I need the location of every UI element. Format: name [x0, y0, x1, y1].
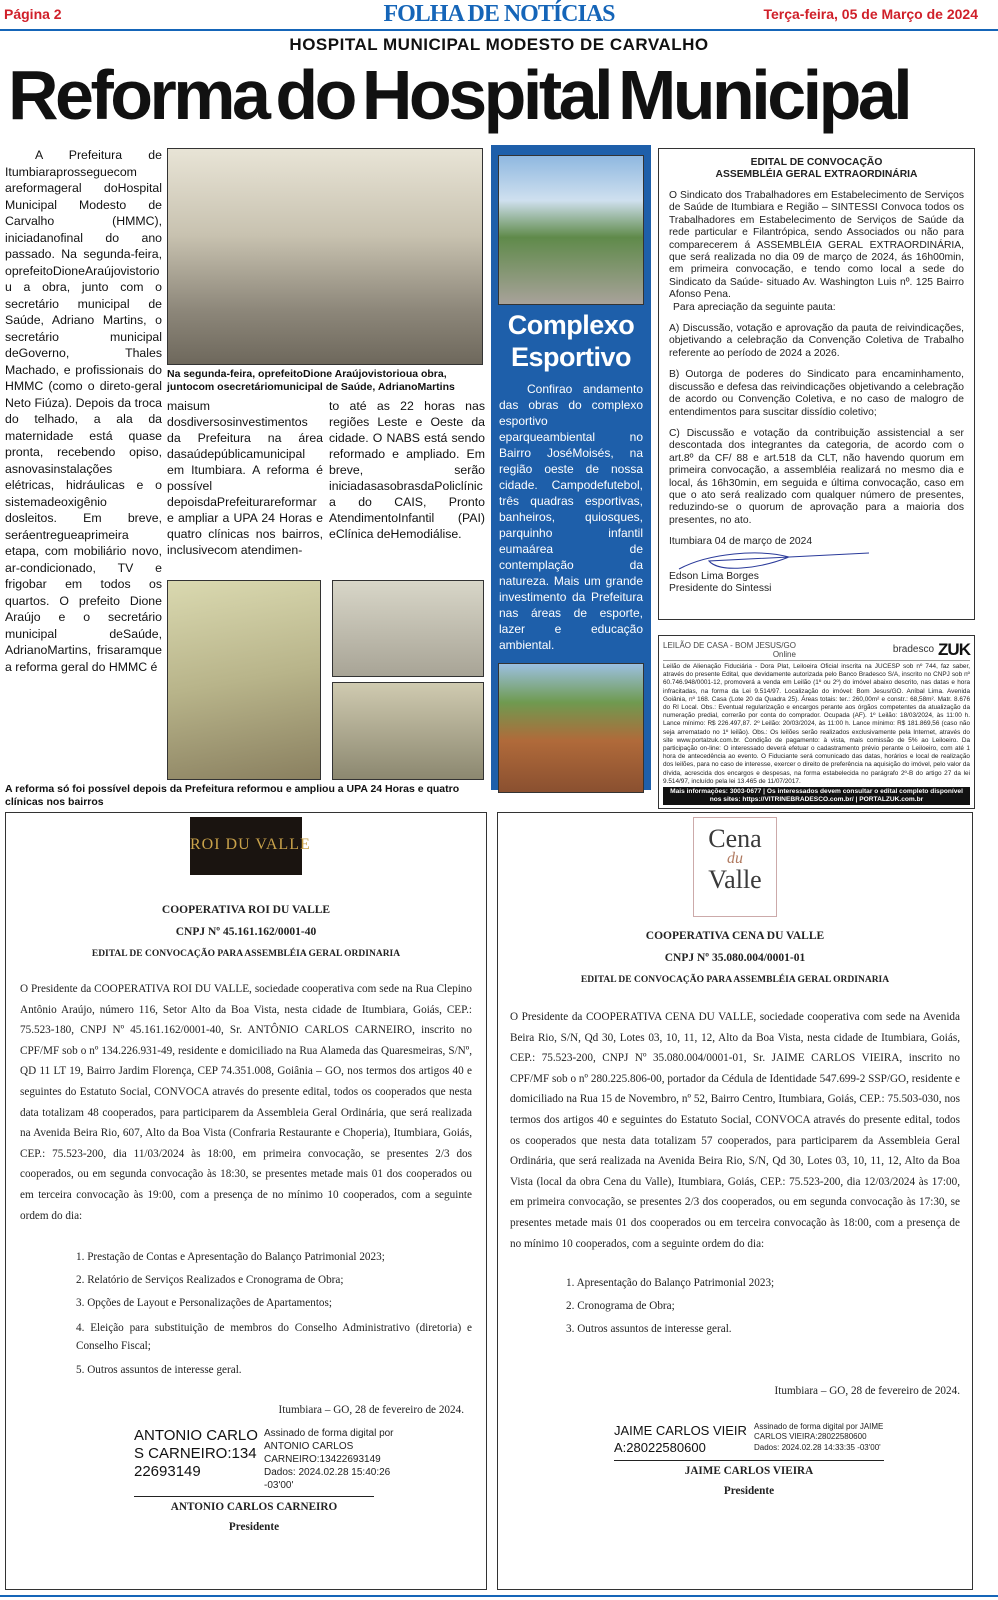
cena-logo: [693, 817, 777, 917]
edital-cena-du-valle: [497, 812, 973, 1590]
newspaper-masthead: FOLHA DE NOTÍCIAS: [383, 1, 615, 27]
edital-pauta: Para apreciação da seguinte pauta:: [673, 301, 836, 313]
agenda-item: 2. Relatório de Serviços Realizados e Cronograma de Obra;: [76, 1274, 344, 1287]
cena-signer: JAIME CARLOS VIEIRA: [684, 1464, 814, 1477]
edital-subtitle: ASSEMBLÉIA GERAL EXTRAORDINÁRIA: [715, 169, 918, 180]
leilao-mode: Online: [772, 649, 796, 659]
sports-title: Complexo Esportivo: [507, 310, 635, 372]
cena-place-date: Itumbiara – GO, 28 de fevereiro de 2024.: [774, 1385, 960, 1398]
signature-image: [669, 549, 869, 571]
roi-place-date: Itumbiara – GO, 28 de fevereiro de 2024.: [278, 1404, 464, 1417]
bradesco-logo: bradesco: [892, 644, 935, 655]
agenda-item: 3. Outros assuntos de interesse geral.: [566, 1323, 732, 1336]
roi-logo: ROI DU VALLE: [190, 817, 302, 875]
agenda-item: 2. Cronograma de Obra;: [566, 1300, 675, 1313]
photo-ceiling-pipes: [332, 580, 484, 677]
leilao-logos: [893, 640, 970, 660]
sports-text: Confirao andamento das obras do complexo esportivo eparqueambiental no Bairro JoséMoisés, na região oeste de nossa cidade. Campodefutebol, três quadras esportivas, banheiros, quiosques, parquinho infantil eumaárea de contemplação da natureza. Mais um grande investimento da Prefeitura nas áreas de esporte, lazer e educação ambiental.: [499, 382, 643, 652]
footer-divider: [0, 1595, 998, 1597]
edital-roi-du-valle: [5, 812, 487, 1590]
zuk-logo: ZUK: [938, 639, 970, 659]
edital-intro: O Sindicato dos Trabalhadores em Estabelecimento de Serviços de Saúde de Itumbiara e Região – SINTESSI Convoca todos os Trabalhadores em Estabelecimento de Serviços de Saúde da rede particular e Filantrópica, sendo Associados ou não para comparecerem á ASSEMBLÉIA GERAL EXTRAORDINÁRIA, que será realizada no dia 09 de março de 2024, ás 16h00min, em primeira convocação, e tendo como local a sede do Sindicato da Saúde- situado Av. Washington Luis nº. 125 Bairro Afonso Pena.: [669, 190, 964, 301]
roi-signature-details: Assinado de forma digital por ANTONIO CARLOS CARNEIRO:13422693149 Dados: 2024.02.28 15:40:26 -03'00': [264, 1427, 394, 1491]
article-column-1: A Prefeitura de Itumbiaraprosseguecom areformageral doHospital Municipal Modesto de Carvalho (HMMC), iniciadanofinal do ano passado. Na segunda-feira, oprefeitoDioneAraújovistoriou a obra, junto com o secretário municipal de Saúde, Adriano Martins, o secretário municipal deGoverno, Thales Machado, e profissionais do HMMC (como o direto-geral Neto Fiúza). Depois da troca do telhado, a ala da maternidade está quase pronta, recebendo opiso, asnovasinstalações elétricas, hidráulicas e o sistemadeoxigênio dosleitos. Em breve, seráentregueaprimeira etapa, com mobiliário novo, ar-condicionado, TV e frigobar em todos os quartos. O prefeito Dione Araújo e o secretário municipal deSaúde, AdrianoMartins, frisaramque a reforma geral do HMMC é: [5, 148, 162, 674]
issue-date: Terça-feira, 05 de Março de 2024: [763, 6, 978, 22]
roi-signature-name: ANTONIO CARLOS CARNEIRO:13422693149: [134, 1426, 258, 1480]
edital-signer: Edson Lima Borges: [669, 570, 759, 582]
edital-place-date: Itumbiara 04 de março de 2024: [669, 536, 813, 548]
roi-cnpj: CNPJ Nº 45.161.162/0001-40: [175, 926, 317, 938]
cena-logo-word-3: Valle: [708, 865, 762, 894]
agenda-item: 1. Prestação de Contas e Apresentação do Balanço Patrimonial 2023;: [76, 1251, 385, 1264]
leilao-body: Leilão de Alienação Fiduciária - Dora Plat, Leiloeira Oficial inscrita na JUCESP sob nº 744, faz saber, através do presente Edital, que devidamente autorizada pelo Banco Bradesco S/A, inscrito no CNPJ sob nº 60.746.948/0001-12, promoverá a venda em Leilão (1º ou 2º) do imóvel abaixo descrito, nas datas e hora infracitadas, na forma da Lei 9.514/97. Localização do imóvel: Bom Jesus/GO. Aníbal Lima. Avenida Goiânia, nº 168. Casa (Lote 20 da Quadra 25). Áreas totais: ter.: 260,00m² e constr.: 68,58m². Matr. 8.676 do RI Local. Obs.: Eventual regularização e encargos perante aos órgãos competentes da atualização da numeração predial, correrão por conta do comprador. Ocupada (AF). 1º Leilão: 18/03/2024, às 11:00 h. Lance mínimo: R$ 226.497,87. 2º Leilão: 20/03/2024, às 11:00 h. Lance mínimo: R$ 181.869,56 (caso não seja arrematado no 1º leilão). Obs.: Os leilões serão realizados exclusivamente pela Internet, através do site www.portalzuk.com.br. Condição de pagamento: à vista, mais comissão de 5% ao Leiloeiro. Da participação on-line: O interessado deverá efetuar o cadastramento prévio perante o Leiloeiro, com até 1 hora de antecedência ao evento. O Fiduciante será comunicado das datas, horários e local de realização dos leilões, para no caso de interesse, exercer o direito de preferência na aquisição do imóvel, pelo valor da dívida, acrescida dos encargos e despesas, na forma estabelecida no parágrafo 2º-B do artigo 27 da lei 9.514/97, incluído pela lei 13.465 de 11/07/2017.: [663, 663, 970, 785]
agenda-item: 3. Opções de Layout e Personalizações de Apartamentos;: [76, 1297, 332, 1310]
cena-logo-word-1: Cena: [708, 824, 762, 853]
photo-renovation-room: [167, 580, 321, 780]
photo-maternity-ward: [167, 148, 483, 365]
article-kicker: HOSPITAL MUNICIPAL MODESTO DE CARVALHO: [289, 35, 709, 54]
leilao-title-block: [663, 641, 796, 659]
roi-signature-block: [134, 1400, 464, 1538]
header-divider: [0, 29, 998, 31]
roi-name: COOPERATIVA ROI DU VALLE: [161, 904, 331, 916]
edital-item-b: B) Outorga de poderes do Sindicato para encaminhamento, discussão e defesa das reivindicações objetivando a celebração de acordo ou Convenção Coletiva, e no caso de malogro de entendimentos para suscitar dissídio coletivo;: [669, 369, 964, 418]
cena-subtitle: EDITAL DE CONVOCAÇÃO PARA ASSEMBLÉIA GERAL ORDINARIA: [580, 975, 890, 985]
roi-digital-signature: [134, 1427, 464, 1492]
article-headline: Reforma do Hospital Municipal: [8, 56, 910, 134]
photo-corridor: [332, 682, 484, 780]
roi-signer: ANTONIO CARLOS CARNEIRO: [170, 1500, 338, 1513]
cena-name: COOPERATIVA CENA DU VALLE: [645, 930, 825, 942]
roi-subtitle: EDITAL DE CONVOCAÇÃO PARA ASSEMBLÉIA GERAL ORDINARIA: [91, 949, 401, 959]
agenda-item: 1. Apresentação do Balanço Patrimonial 2023;: [566, 1277, 775, 1290]
photo-caption-1: Na segunda-feira, oprefeitoDione Araújovistorioua obra, juntocom osecretáriomunicipal de Saúde, AdrianoMartins: [167, 368, 455, 393]
agenda-item: 5. Outros assuntos de interesse geral.: [76, 1364, 242, 1377]
edital-item-c: C) Discussão e votação da contribuição assistencial a ser descontada dos integrantes da categoria, de acordo com o art.8º da CF/ 88 e art.518 da CLT, não havendo quorum em primeira convocação, a assembléia realizará no mesmo dia e local, ás 16h30min, em seguida e última convocação, caso em que o ato será realizado com qualquer número de presentes, reduzindo-se o quorum de aprovação para a maioria dos presentes, no ato.: [669, 427, 964, 526]
cena-signature-details: Assinado de forma digital por JAIME CARLOS VIEIRA:28022580600 Dados: 2024.02.28 14:33:35 -03'00': [754, 1421, 884, 1452]
edital-item-a: A) Discussão, votação e aprovação da pauta de reivindicações, objetivando a celebração da Convenção Coletiva de Trabalho referente ao período de 2024 a 2026.: [669, 323, 964, 359]
cena-cnpj: CNPJ Nº 35.080.004/0001-01: [664, 952, 806, 964]
cena-role: Presidente: [723, 1485, 775, 1498]
roi-agenda: [76, 1246, 472, 1382]
photo-excavator: [498, 663, 644, 793]
roi-body: O Presidente da COOPERATIVA ROI DU VALLE, sociedade cooperativa com sede na Rua Clepino Antônio Araújo, número 116, Setor Alto da Boa Vista, nesta cidade de Itumbiara, Goiás, CEP.: 75.523-180, CNPJ Nº 45.161.162/0001-40, Sr. ANTÔNIO CARLOS CARNEIRO, inscrito no CPF/MF sob o nº 134.226.931-49, residente e domiciliado na Rua Alameda das Quaresmeiras, S/Nº, QD 11 LT 19, Bairro Jardim Florença, CEP 74.351.008, Goiânia – GO, nos termos dos artigos 40 e seguintes do Estatuto Social, CONVOCA através do presente edital, todos os cooperados que nesta data totalizam 48 cooperados, para participarem da Assembleia Geral Ordinária, que será realizada na Avenida Beira Rio, 607, Alto da Boa Vista (Confraria Restaurante e Choperia), Itumbiara, Goiás, CEP.: 75.523-200, dia 11/03/2024 às 18:00, em primeira convocação, se presentes 2/3 dos cooperados, ou em segunda convocação às 18:30, se presentes metade mais 01 dos cooperados ou em terceira convocação às 19:00, com a presença de no mínimo 10 cooperados, com a seguinte ordem do dia:: [20, 983, 472, 1222]
cena-digital-signature: [614, 1422, 960, 1456]
cena-signature-block: [614, 1381, 960, 1502]
cena-agenda: [566, 1272, 960, 1341]
leilao-footer: Mais informações: 3003-0677 | Os interessados devem consultar o edital completo disponível nos sites: https://VITRINEBRADESCO.com.br/ | PORTALZUK.com.br: [663, 787, 970, 805]
photo-sports-complex: [498, 155, 644, 305]
cena-body: O Presidente da COOPERATIVA CENA DU VALLE, sociedade cooperativa com sede na Avenida Beira Rio, S/N, Qd 30, Lotes 03, 10, 11, 12, Alto da Boa Vista, nesta cidade de Itumbiara, Goiás, CEP.: 75.523-200, CNPJ Nº 35.080.004/0001-01, Sr. JAIME CARLOS VIEIRA, inscrito no CPF/MF sob o nº 280.225.806-00, portador da Cédula de Identidade 547.699-2 SSP/GO, residente e domiciliado na Rua 15 de Novembro, nº 52, Bairro Centro, Itumbiara, Goiás, CEP.: 75.503-030, nos termos dos artigos 40 e seguintes do Estatuto Social, CONVOCA através do presente edital, todos os cooperados que nesta data totalizam 57 cooperados, para participarem da Assembleia Geral Ordinária, que será realizada na Avenida Beira Rio, S/N, Qd 30, Lotes 03, 10, 11, 12, Alto da Boa Vista (local da obra Cena du Valle), Itumbiara, Goiás, CEP.: 75.523-200, dia 12/03/2024 às 17:00, em primeira convocação, se presentes 2/3 dos cooperados, ou em segunda convocação às 17:30, se presentes metade mais 01 dos cooperados ou em terceira convocação às 18:00, com a presença de no mínimo 10 cooperados, com a seguinte ordem do dia:: [510, 1011, 960, 1250]
edital-role: Presidente do Sintessi: [669, 582, 772, 594]
roi-role: Presidente: [228, 1521, 280, 1534]
edital-sintessi: [658, 148, 975, 620]
article-column-2: maisum dosdiversosinvestimentos da Prefeitura na área dasaúdepúblicamunicipal em Itumbiara. A reforma é possível depoisdaPrefeiturareformar e ampliar a UPA 24 Horas e quatro clínicas nos bairros, inclusivecom atendimen-: [167, 399, 323, 557]
leilao-title: LEILÃO DE CASA - BOM JESUS/GO: [663, 640, 796, 650]
leilao-ad: [658, 635, 975, 809]
article-column-3: to até as 22 horas nas regiões Leste e Oeste da cidade. O NABS está sendo reformado e ampliado. Em breve, serão iniciadasasobrasdaPoliclínica do CAIS, Pronto AtendimentoInfantil (PAI) eClínica deHemodiálise.: [329, 399, 485, 541]
page-number: Página 2: [4, 6, 62, 22]
sports-complex-panel: [491, 145, 651, 790]
agenda-item: 4. Eleição para substituição de membros do Conselho Administrativo (diretoria) e Conselho Fiscal;: [76, 1322, 472, 1353]
photo-caption-2: A reforma só foi possível depois da Prefeitura reformou e ampliou a UPA 24 Horas e quatro clínicas nos bairros: [5, 783, 460, 808]
cena-logo-word-2: du: [727, 850, 743, 867]
cena-signature-name: JAIME CARLOS VIEIRA:28022580600: [614, 1422, 747, 1455]
edital-title: EDITAL DE CONVOCAÇÃO: [750, 157, 883, 168]
